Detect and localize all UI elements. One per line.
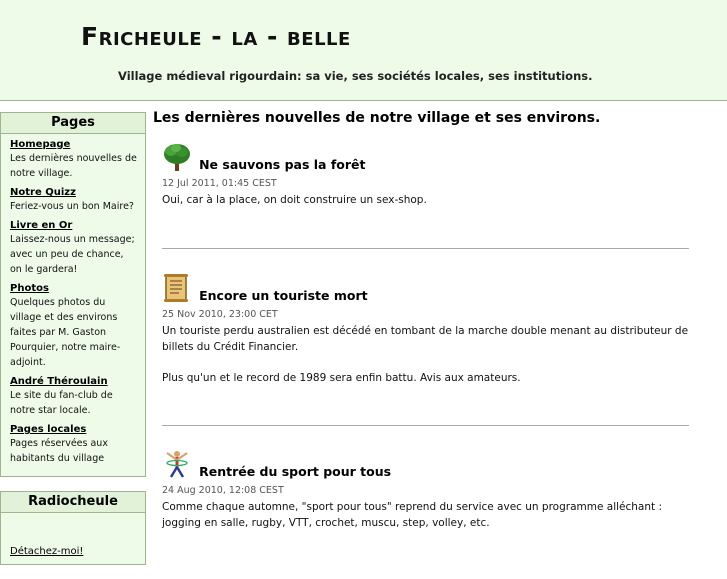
nav-desc: Pages réservées aux habitants du village [10,438,108,464]
nav-item-andre-theroulain [10,375,137,418]
radio-body [1,513,145,564]
article-body [162,499,689,531]
nav-desc: Quelques photos du village et des environs faites par M. Gaston Pourquier, notre maire-adjoint. [10,297,121,368]
article-divider [162,425,689,426]
article-date: 12 Jul 2011, 01:45 CEST [162,178,277,189]
article-date: 25 Nov 2010, 23:00 CET [162,309,278,320]
sidebar [0,112,146,579]
nav-link-quizz[interactable]: Notre Quizz [10,187,76,198]
radio-box-title: Radiocheule [1,492,145,513]
pages-list [1,134,145,476]
article-header [162,273,689,303]
nav-item-livre-en-or [10,219,137,277]
article [162,449,689,546]
nav-link-photos[interactable]: Photos [10,283,49,294]
article-paragraph: Plus qu'un et le record de 1989 sera enfin battu. Avis aux amateurs. [162,372,521,384]
nav-desc: Les dernières nouvelles de notre village. [10,153,137,179]
article-header [162,449,689,479]
nav-link-livre-en-or[interactable]: Livre en Or [10,220,73,231]
article-body [162,192,689,208]
scroll-icon [162,273,192,303]
site-title: Fricheule - la - belle [81,22,351,51]
article-date: 24 Aug 2010, 12:08 CEST [162,485,284,496]
detach-link[interactable]: Détachez-moi! [10,546,84,557]
radio-box [0,491,146,565]
nav-link-pages-locales[interactable]: Pages locales [10,424,87,435]
pages-box [0,112,146,477]
article-body [162,323,689,386]
nav-item-homepage [10,138,137,181]
nav-item-quizz [10,186,137,214]
site-header [0,0,727,101]
article-title: Rentrée du sport pour tous [199,464,392,479]
main-content [153,110,693,529]
article-paragraph: Oui, car à la place, on doit construire un sex-shop. [162,194,427,206]
article-title: Encore un touriste mort [199,288,368,303]
nav-link-andre-theroulain[interactable]: André Théroulain [10,376,108,387]
gymnast-icon [162,449,192,479]
nav-desc: Le site du fan-club de notre star locale. [10,390,113,416]
article-paragraph: Un touriste perdu australien est décédé en tombant de la marche double menant au distributeur de billets du Crédit Financier. [162,325,689,353]
article [162,273,689,401]
nav-item-photos [10,282,137,370]
site-subtitle: Village médieval rigourdain: sa vie, ses sociétés locales, ses institutions. [118,69,593,83]
nav-desc: Laissez-nous un message; avec un peu de chance, on le gardera! [10,234,135,275]
main-heading: Les dernières nouvelles de notre village et ses environs. [153,110,601,126]
nav-link-homepage[interactable]: Homepage [10,139,71,150]
pages-box-title: Pages [1,113,145,134]
nav-item-pages-locales [10,423,137,466]
article-header [162,142,689,172]
article-divider [162,248,689,249]
tree-icon [162,142,192,172]
article-title: Ne sauvons pas la forêt [199,157,366,172]
article [162,142,689,223]
article-paragraph: Comme chaque automne, "sport pour tous" reprend du service avec un programme alléchant : jogging en salle, rugby, VTT, crochet, muscu, step, volley, etc. [162,501,663,529]
nav-desc: Feriez-vous un bon Maire? [10,201,134,212]
